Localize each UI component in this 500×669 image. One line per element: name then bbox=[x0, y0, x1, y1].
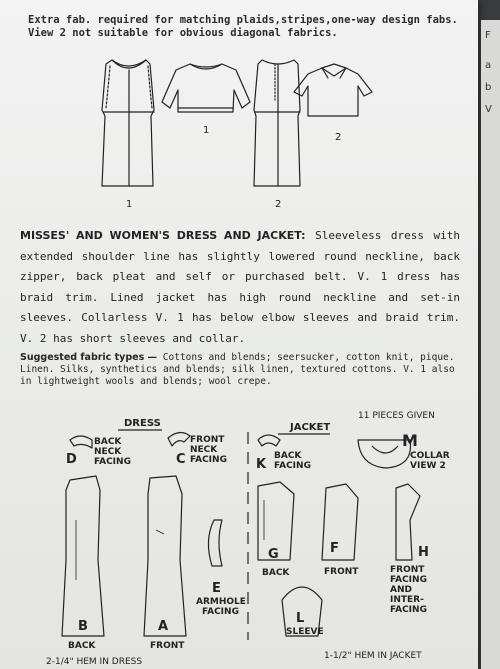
piece-e-label-1: ARMHOLE bbox=[196, 597, 246, 607]
piece-b-letter: B bbox=[78, 619, 88, 634]
fabric-heading: Suggested fabric types — bbox=[20, 352, 158, 363]
piece-l-label: SLEEVE bbox=[286, 627, 324, 637]
description-text: Sleeveless dress with extended shoulder line has slightly lowered round neckline, back zipper, back pleat and self or purchased belt. V. 1 dress has braid trim. Lined jacket has high round neckline and set-in sleeves. Collarless V. 1 has below elbow sleeves and braid trim. V. 2 has short sleeves and collar. bbox=[20, 229, 460, 345]
piece-h-letter: H bbox=[418, 545, 429, 560]
note-line-2: View 2 not suitable for obvious diagonal fabrics. bbox=[28, 27, 338, 39]
piece-f-letter: F bbox=[330, 541, 339, 556]
hem-dress-note: 2-1/4" HEM IN DRESS bbox=[46, 657, 143, 667]
adjacent-envelope-edge bbox=[481, 20, 500, 669]
piece-d-label-3: FACING bbox=[94, 457, 131, 467]
piece-c-letter: C bbox=[176, 452, 186, 467]
edge-char-4: V bbox=[485, 104, 492, 115]
piece-c-shape bbox=[168, 432, 190, 446]
dress-view-1-number: 1 bbox=[126, 199, 133, 210]
piece-d-label-2: NECK bbox=[94, 447, 122, 457]
piece-c-label-3: FACING bbox=[190, 455, 227, 465]
jacket-header: JACKET bbox=[290, 422, 331, 433]
piece-m-letter: M bbox=[402, 431, 418, 450]
piece-d-letter: D bbox=[66, 452, 77, 467]
description-heading: MISSES' AND WOMEN'S DRESS AND JACKET: bbox=[20, 229, 306, 242]
piece-k-letter: K bbox=[256, 457, 267, 472]
piece-k-label-1: BACK bbox=[274, 451, 302, 461]
piece-c-label-2: NECK bbox=[190, 445, 218, 455]
piece-h-label-4: INTER- bbox=[390, 595, 424, 605]
dress-header: DRESS bbox=[124, 418, 161, 429]
piece-k-label-2: FACING bbox=[274, 461, 311, 471]
edge-char-2: a bbox=[485, 60, 492, 71]
piece-h-label-2: FACING bbox=[390, 575, 427, 585]
piece-f-label: FRONT bbox=[324, 567, 359, 577]
piece-g-label: BACK bbox=[262, 568, 290, 578]
hem-jacket-note: 1-1/2" HEM IN JACKET bbox=[324, 651, 422, 661]
edge-char-1: F bbox=[485, 30, 491, 41]
piece-m-label-2: VIEW 2 bbox=[410, 461, 446, 471]
piece-a-label: FRONT bbox=[150, 641, 185, 651]
note-line-1: Extra fab. required for matching plaids,stripes,one-way design fabs. bbox=[28, 14, 458, 26]
edge-char-3: b bbox=[485, 82, 492, 93]
piece-h-label-1: FRONT bbox=[390, 565, 425, 575]
pieces-given: 11 PIECES GIVEN bbox=[358, 411, 435, 421]
piece-h-label-5: FACING bbox=[390, 605, 427, 615]
piece-b-label: BACK bbox=[68, 641, 96, 651]
piece-l-letter: L bbox=[296, 611, 305, 626]
piece-d-label-1: BACK bbox=[94, 437, 122, 447]
piece-m-label-1: COLLAR bbox=[410, 451, 450, 461]
piece-g-letter: G bbox=[268, 547, 279, 562]
piece-a-letter: A bbox=[158, 619, 169, 634]
jacket-view-1-number: 1 bbox=[203, 125, 210, 136]
piece-h-label-3: AND bbox=[390, 585, 412, 595]
piece-d-shape bbox=[70, 436, 92, 448]
piece-e-letter: E bbox=[212, 581, 221, 596]
piece-c-label-1: FRONT bbox=[190, 435, 225, 445]
piece-e-label-2: FACING bbox=[202, 607, 239, 617]
dress-view-2-number: 2 bbox=[275, 199, 282, 210]
fabric-text: Cottons and blends; seersucker, cotton knit, pique. Linen. Silks, synthetics and blends; silk linen, textured cottons. V. 1 also in lightweight wools and blends; wool crepe. bbox=[20, 352, 455, 387]
jacket-view-2-number: 2 bbox=[335, 132, 342, 143]
